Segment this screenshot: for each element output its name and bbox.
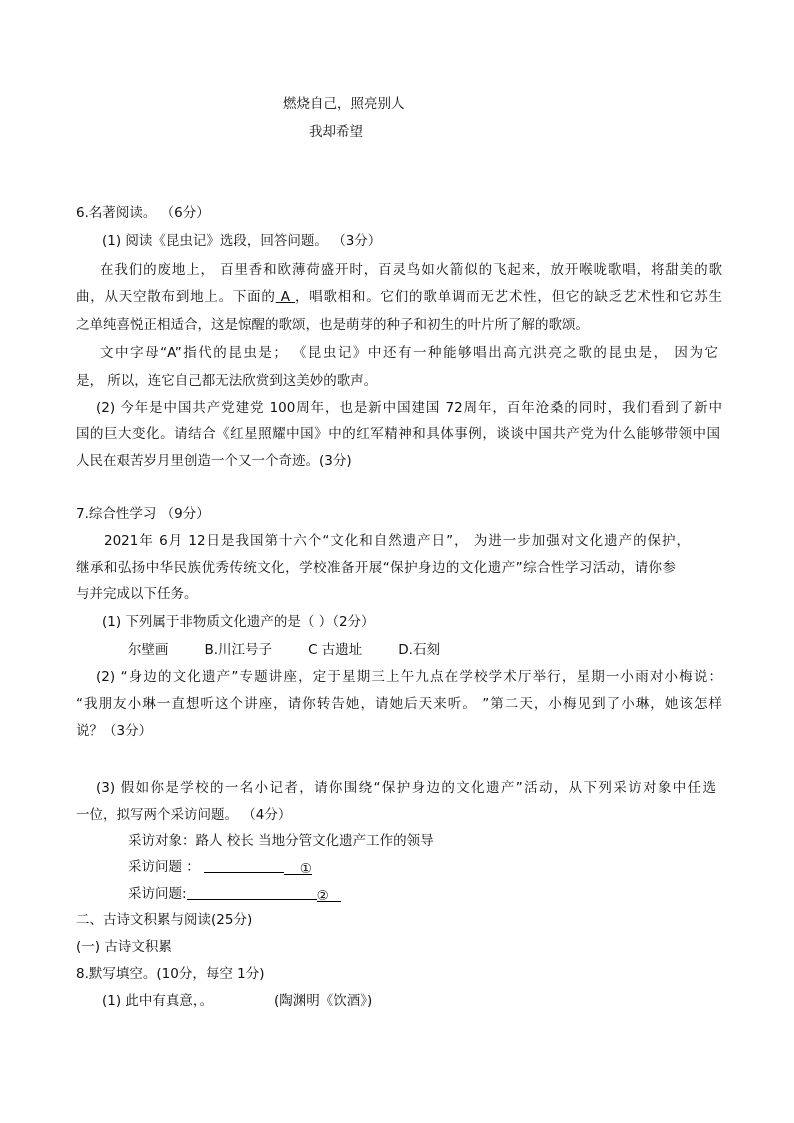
- q6-passage-line: 在我们的废地上， 百里香和欧薄荷盛开时，百灵鸟如火箭似的飞起来，放开喉咙歌唱，将甜美的歌: [100, 262, 722, 278]
- q6-passage-line: 之单纯喜悦正相适合，这是惊醒的歌颂，也是萌芽的种子和初生的叶片所了解的歌颂。: [76, 317, 589, 333]
- q7-sub3-line: (3) 假如你是学校的一名小记者，请你围绕“保护身边的文化遗产”活动，从下列采访对象中任选: [96, 780, 716, 796]
- circled-1: ①: [284, 860, 312, 875]
- interview-question-2: [128, 885, 341, 903]
- q7-title: 7.综合性学习 （9分）: [76, 506, 210, 522]
- q7-intro-line: 继承和弘扬中华民族优秀传统文化，学校准备开展“保护身边的文化遗产”综合性学习活动，请你参: [76, 560, 676, 576]
- interview-question-1: [128, 858, 312, 876]
- q7-sub1: (1) 下列属于非物质文化遗产的是（ ）（2分）: [102, 614, 375, 630]
- q6-title: 6.名著阅读。 （6分）: [76, 205, 210, 221]
- text: ，唱歌相和。它们的歌单调而无艺术性，但它的缺乏艺术性和它苏生: [294, 289, 722, 305]
- interview-targets: 采访对象：路人 校长 当地分管文化遗产工作的领导: [128, 833, 434, 849]
- q7-sub3-line: 一位，拟写两个采访问题。 （4分）: [76, 807, 292, 823]
- option-b: B.川江号子: [204, 642, 273, 658]
- q6-sub2-line: 国的巨大变化。请结合《红星照耀中国》中的红军精神和具体事例，谈谈中国共产党为什么能够带领中国: [76, 426, 720, 442]
- answer-blank-2[interactable]: [187, 885, 317, 900]
- section2-sub: (一) 古诗文积累: [76, 939, 172, 955]
- circled-2: ②: [317, 887, 341, 902]
- q8-title: 8.默写填空。(10分，每空 1分): [76, 966, 265, 982]
- q6-question-line: 是， 所以，连它自己都无法欣赏到这美妙的歌声。: [76, 373, 378, 389]
- option-a: 尔壁画: [128, 642, 169, 658]
- header-line-1: 燃烧自己，照亮别人: [283, 96, 405, 112]
- q6-sub2-line: 人民在艰苦岁月里创造一个又一个奇迹。(3分): [76, 453, 352, 469]
- q7-options: [128, 641, 440, 659]
- q6-sub1: (1) 阅读《昆虫记》选段，回答问题。 （3分）: [102, 233, 382, 249]
- option-c: C 古遗址: [308, 642, 363, 658]
- q6-passage-line: [76, 288, 722, 306]
- q8-item-1: (1) 此中有真意，。: [102, 993, 214, 1009]
- blank-a: A: [275, 289, 295, 305]
- header-line-2: 我却希望: [309, 124, 363, 140]
- q7-sub2-line: “我朋友小琳一直想听这个讲座，请你转告她，请她后天来听。 ”第二天，小梅见到了小琳，她该怎样: [76, 696, 722, 712]
- q7-sub2-line: 说？（3分）: [76, 723, 153, 739]
- text: 曲，从天空散布到地上。下面的: [76, 289, 276, 305]
- label: 采访问题 ：: [128, 859, 200, 875]
- answer-blank-1[interactable]: [204, 858, 284, 873]
- section2-title: 二、古诗文积累与阅读(25分): [76, 912, 253, 928]
- q7-intro-line: 2021年 6月 12日是我国第十六个“文化和自然遗产日”， 为进一步加强对文化遗产的保护，: [104, 533, 690, 549]
- q7-sub2-line: (2) “身边的文化遗产”专题讲座，定于星期三上午九点在学校学术厅举行，星期一小雨对小梅说：: [96, 669, 722, 685]
- q6-sub2-line: (2) 今年是中国共产党建党 100周年，也是新中国建国 72周年，百年沧桑的同时，我们看到了新中: [96, 400, 722, 416]
- q6-question-line: 文中字母“A”指代的昆虫是； 《昆虫记》中还有一种能够唱出高亢洪亮之歌的昆虫是， 因为它: [100, 345, 718, 361]
- label: 采访问题:: [128, 886, 187, 902]
- option-d: D.石刻: [398, 642, 440, 658]
- q7-intro-line: 与并完成以下任务。: [76, 586, 198, 602]
- q8-item-1-source: (陶渊明《饮酒》): [274, 993, 373, 1009]
